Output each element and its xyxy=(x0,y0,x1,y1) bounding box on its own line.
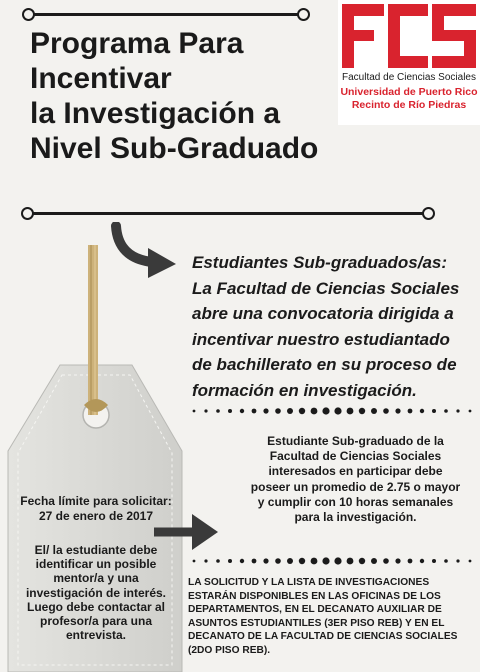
title-line-1: Programa Para xyxy=(30,27,244,60)
title-rule-left-dot xyxy=(21,207,34,220)
top-rule-left-dot xyxy=(22,8,35,21)
deadline-block xyxy=(12,494,180,523)
title-line-2: Incentivar xyxy=(30,62,172,95)
dotted-separator xyxy=(190,404,475,418)
mentor-text: El/ la estudiante debe identificar un posible mentor/a y una investigación de interés. Luego debe contactar al profesor/a para una entrevista. xyxy=(25,543,167,643)
title-bottom-rule xyxy=(28,212,428,215)
title-line-4: Nivel Sub-Graduado xyxy=(30,132,319,165)
dotted-separator-2 xyxy=(190,554,475,568)
application-info-text: LA SOLICITUD Y LA LISTA DE INVESTIGACIONES ESTARÁN DISPONIBLES EN LAS OFICINAS DE LOS DEPARTAMENTOS, EN EL DECANATO AUXILIAR DE ASUNTOS ESTUDIANTILES (3ER PISO REB) Y EN EL DECANATO DE LA FACULTAD DE CIENCIAS SOCIALES (2DO PISO REB). xyxy=(188,577,458,656)
logo-campus-name: Recinto de Río Piedras xyxy=(351,99,467,111)
title-line-3: la Investigación a xyxy=(30,97,281,130)
top-rule-right-dot xyxy=(297,8,310,21)
page-title xyxy=(30,26,350,166)
logo-faculty-name: Facultad de Ciencias Sociales xyxy=(342,72,476,83)
title-rule-right-dot xyxy=(422,207,435,220)
requirements-text: Estudiante Sub-graduado de la Facultad de Ciencias Sociales interesados en participar debe poseer un promedio de 2.75 o mayor y cumplir con 10 horas semanales para la investigación. xyxy=(250,434,461,525)
deadline-date: 27 de enero de 2017 xyxy=(38,508,154,523)
logo-university-name: Universidad de Puerto Rico xyxy=(340,86,478,98)
top-rule xyxy=(28,13,304,16)
fcs-logo-icon xyxy=(338,0,480,75)
deadline-label: Fecha límite para solicitar: xyxy=(20,494,172,508)
intro-text: Estudiantes Sub-graduados/as: La Facultad de Ciencias Sociales abre una convocatoria dirigida a incentivar nuestro estudiantado de bachillerato en su proceso de formación en investigación. xyxy=(192,253,460,400)
logo-university xyxy=(338,86,480,112)
curved-arrow-icon xyxy=(108,222,178,282)
